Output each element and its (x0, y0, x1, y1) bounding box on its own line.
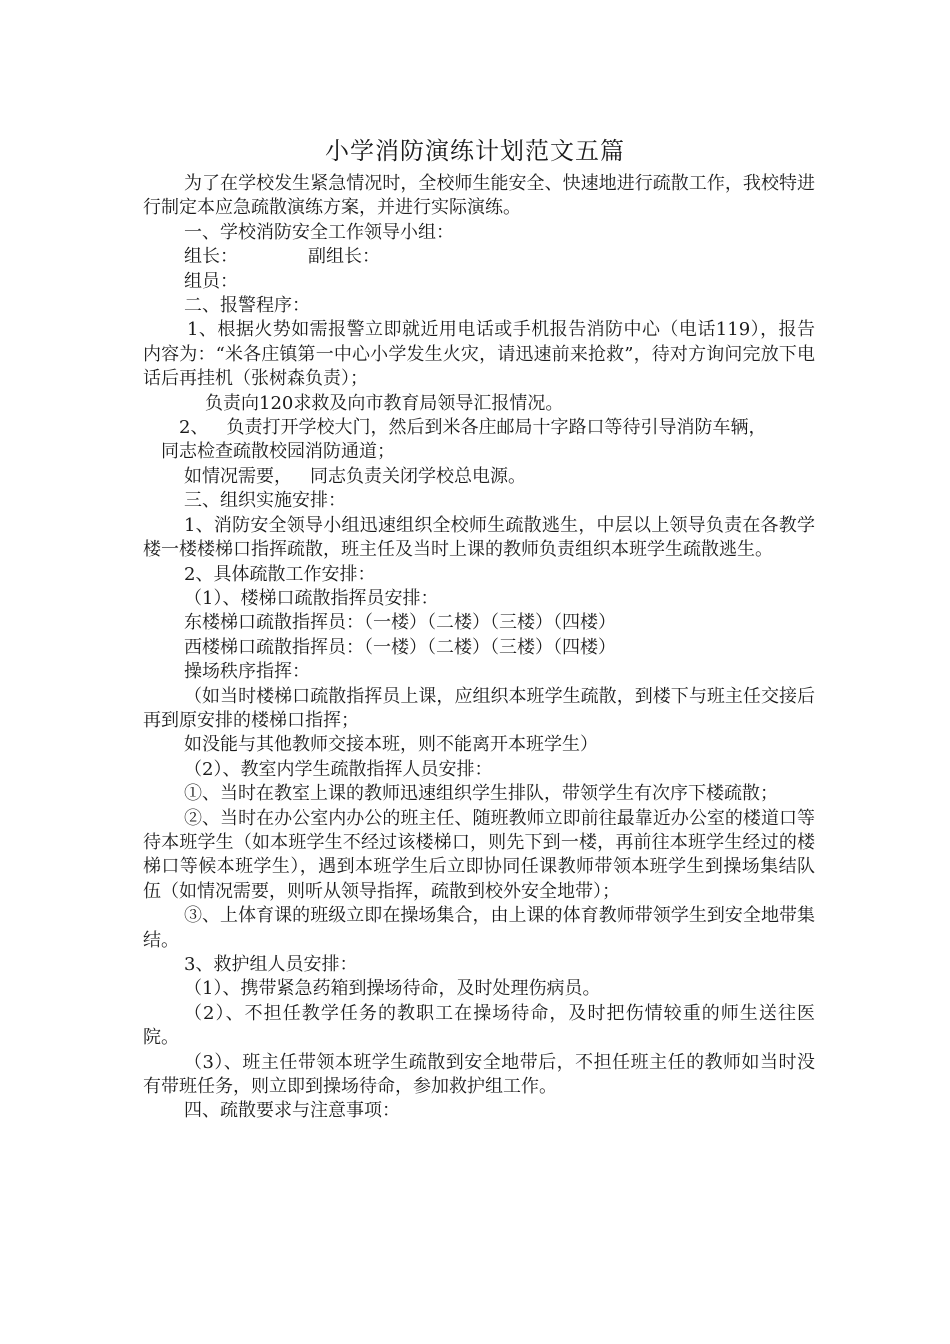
document-body (143, 172, 815, 1124)
paragraph-rescue-1: （1）、携带紧急药箱到操场待命，及时处理伤病员。 (184, 978, 601, 1000)
item-number: 2、 (179, 417, 209, 439)
paragraph-note-stay: 如没能与其他教师交接本班，则不能离开本班学生） (184, 734, 598, 756)
paragraph-circle-2: ②、当时在办公室内办公的班主任、随班教师立即前往最靠近办公室的楼道口等待本班学生（如本班学生不经过该楼梯口，则先下到一楼，再前往本班学生经过的楼梯口等候本班学生），遇到本班学生后立即协同任课教师带领本班学生到操场集结队伍（如情况需要，则听从领导指挥，疏散到校外安全地带）； (143, 807, 815, 902)
paragraph-rescue-3: （3）、班主任带领本班学生疏散到安全地带后，不担任班主任的教师如当时没有带班任务，则立即到操场待命，参加救护组工作。 (143, 1051, 815, 1098)
paragraph-power (143, 465, 815, 489)
label-deputy-leader: 副组长： (308, 246, 380, 268)
label-leader: 组长： (184, 246, 238, 268)
heading-section-1: 一、学校消防安全工作领导小组： (184, 221, 454, 243)
paragraph-circle-3: ③、上体育课的班级立即在操场集合，由上课的体育教师带领学生到安全地带集结。 (143, 905, 815, 951)
paragraph-alarm-1: 1、根据火势如需报警立即就近用电话或手机报告消防中心（电话119），报告内容为：“米各庄镇第一中心小学发生火灾，请迅速前来抢救”，待对方询问完放下电话后再挂机（张树森负责）； (143, 319, 815, 390)
item-text: 同志负责关闭学校总电源。 (310, 465, 526, 487)
document-title: 小学消防演练计划范文五篇 (325, 137, 625, 165)
item-condition: 如情况需要， (184, 465, 292, 487)
paragraph-circle-1: ①、当时在教室上课的教师迅速组织学生排队，带领学生有次序下楼疏散； (184, 783, 778, 805)
paragraph-east-stairs: 东楼梯口疏散指挥员：（一楼）（二楼）（三楼）（四楼） (184, 612, 616, 634)
paragraph-west-stairs: 西楼梯口疏散指挥员：（一楼）（二楼）（三楼）（四楼） (184, 636, 616, 658)
paragraph-organize-1: 1、消防安全领导小组迅速组织全校师生疏散逃生，中层以上领导负责在各教学楼一楼楼梯口指挥疏散，班主任及当时上课的教师负责组织本班学生疏散逃生。 (143, 514, 815, 561)
paragraph-alarm-report: 负责向120求救及向市教育局领导汇报情况。 (205, 392, 564, 414)
heading-section-3: 三、组织实施安排： (184, 490, 346, 512)
paragraph-rescue-2: （2）、不担任教学任务的教职工在操场待命，及时把伤情较重的师生送往医院。 (143, 1002, 815, 1049)
paragraph-organize-2: 2、具体疏散工作安排： (184, 563, 376, 585)
paragraph-playground: 操场秩序指挥： (184, 661, 310, 683)
paragraph-alarm-2 (143, 416, 815, 440)
paragraph-leaders (143, 245, 815, 269)
paragraph-intro: 为了在学校发生紧急情况时，全校师生能安全、快速地进行疏散工作，我校特进行制定本应急疏散演练方案，并进行实际演练。 (143, 173, 815, 219)
heading-section-4: 四、疏散要求与注意事项： (184, 1100, 400, 1122)
paragraph-classroom-heading: （2）、教室内学生疏散指挥人员安排： (184, 758, 493, 780)
label-members: 组员： (184, 270, 238, 292)
paragraph-alarm-2-cont: 同志检查疏散校园消防通道； (161, 441, 395, 463)
paragraph-note-handover: （如当时楼梯口疏散指挥员上课，应组织本班学生疏散，到楼下与班主任交接后再到原安排的楼梯口指挥； (143, 685, 815, 731)
paragraph-stair-heading: （1）、楼梯口疏散指挥员安排： (184, 587, 439, 609)
heading-section-2: 二、报警程序： (184, 295, 310, 317)
item-text: 负责打开学校大门，然后到米各庄邮局十字路口等待引导消防车辆， (226, 417, 767, 439)
paragraph-rescue-heading: 3、救护组人员安排： (184, 954, 358, 975)
